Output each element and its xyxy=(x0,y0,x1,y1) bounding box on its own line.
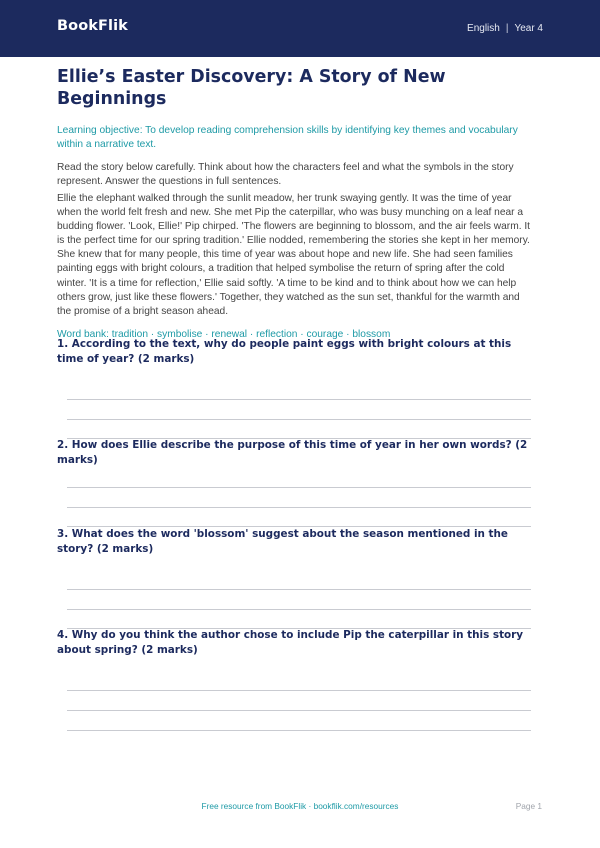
answer-line[interactable] xyxy=(67,419,531,420)
worksheet-body xyxy=(57,66,531,342)
story-text: Ellie the elephant walked through the sunlit meadow, her trunk swaying gently. It was the time of year when the world felt fresh and new. She met Pip the caterpillar, who was busy munching on a leaf near a budding flower. 'Look, Ellie!' Pip chirped. 'The flowers are beginning to blossom, and the air feels warm. It is the perfect time for our spring tradition.' Ellie nodded, remembering the stories she kept in her memory. She knew that for many people, this time of year was about hope and new life. She had seen families painting eggs with bright colours, a tradition that helped symbolise the return of spring after the cold winter. 'It is a time for reflection,' Ellie said softly. 'A time to be kind and to think about how we can help others grow, just like these flowers.' Together, they watched as the sun set, thankful for the warmth and the promise of a bright season ahead. xyxy=(57,193,531,317)
question-4: 4. Why do you think the author chose to include Pip the caterpillar in this story about spring? (2 marks) xyxy=(57,629,524,656)
answer-line[interactable] xyxy=(67,609,531,610)
question-3: 3. What does the word 'blossom' suggest about the season mentioned in the story? (2 marks) xyxy=(57,528,508,555)
instructions: Read the story below carefully. Think about how the characters feel and what the symbols in the story represent. Answer the questions in full sentences. xyxy=(57,162,514,187)
learning-objective: Learning objective: To develop reading comprehension skills by identifying key themes and vocabulary within a narrative text. xyxy=(57,125,518,150)
word-bank: Word bank: tradition · symbolise · renewal · reflection · courage · blossom xyxy=(57,328,391,340)
header-separator: | xyxy=(505,23,509,34)
answer-line[interactable] xyxy=(67,399,531,400)
question-1: 1. According to the text, why do people paint eggs with bright colours at this time of year? (2 marks) xyxy=(57,338,512,365)
year-label: Year 4 xyxy=(514,23,543,34)
footer-resource-link[interactable]: Free resource from BookFlik · bookflik.com/resources xyxy=(201,801,399,811)
worksheet-title: Ellie’s Easter Discovery: A Story of New Beginnings xyxy=(57,67,446,109)
answer-line[interactable] xyxy=(67,487,531,488)
answer-line[interactable] xyxy=(67,710,531,711)
answer-line[interactable] xyxy=(67,730,531,731)
page-header xyxy=(0,0,600,57)
page-number: Page 1 xyxy=(515,801,542,811)
answer-line[interactable] xyxy=(67,690,531,691)
answer-line[interactable] xyxy=(67,507,531,508)
subject-label: English xyxy=(467,23,500,34)
brand-logo: BookFlik xyxy=(57,17,128,34)
answer-line[interactable] xyxy=(67,589,531,590)
question-2: 2. How does Ellie describe the purpose of this time of year in her own words? (2 marks) xyxy=(57,439,528,466)
subject-year-label xyxy=(467,23,543,34)
